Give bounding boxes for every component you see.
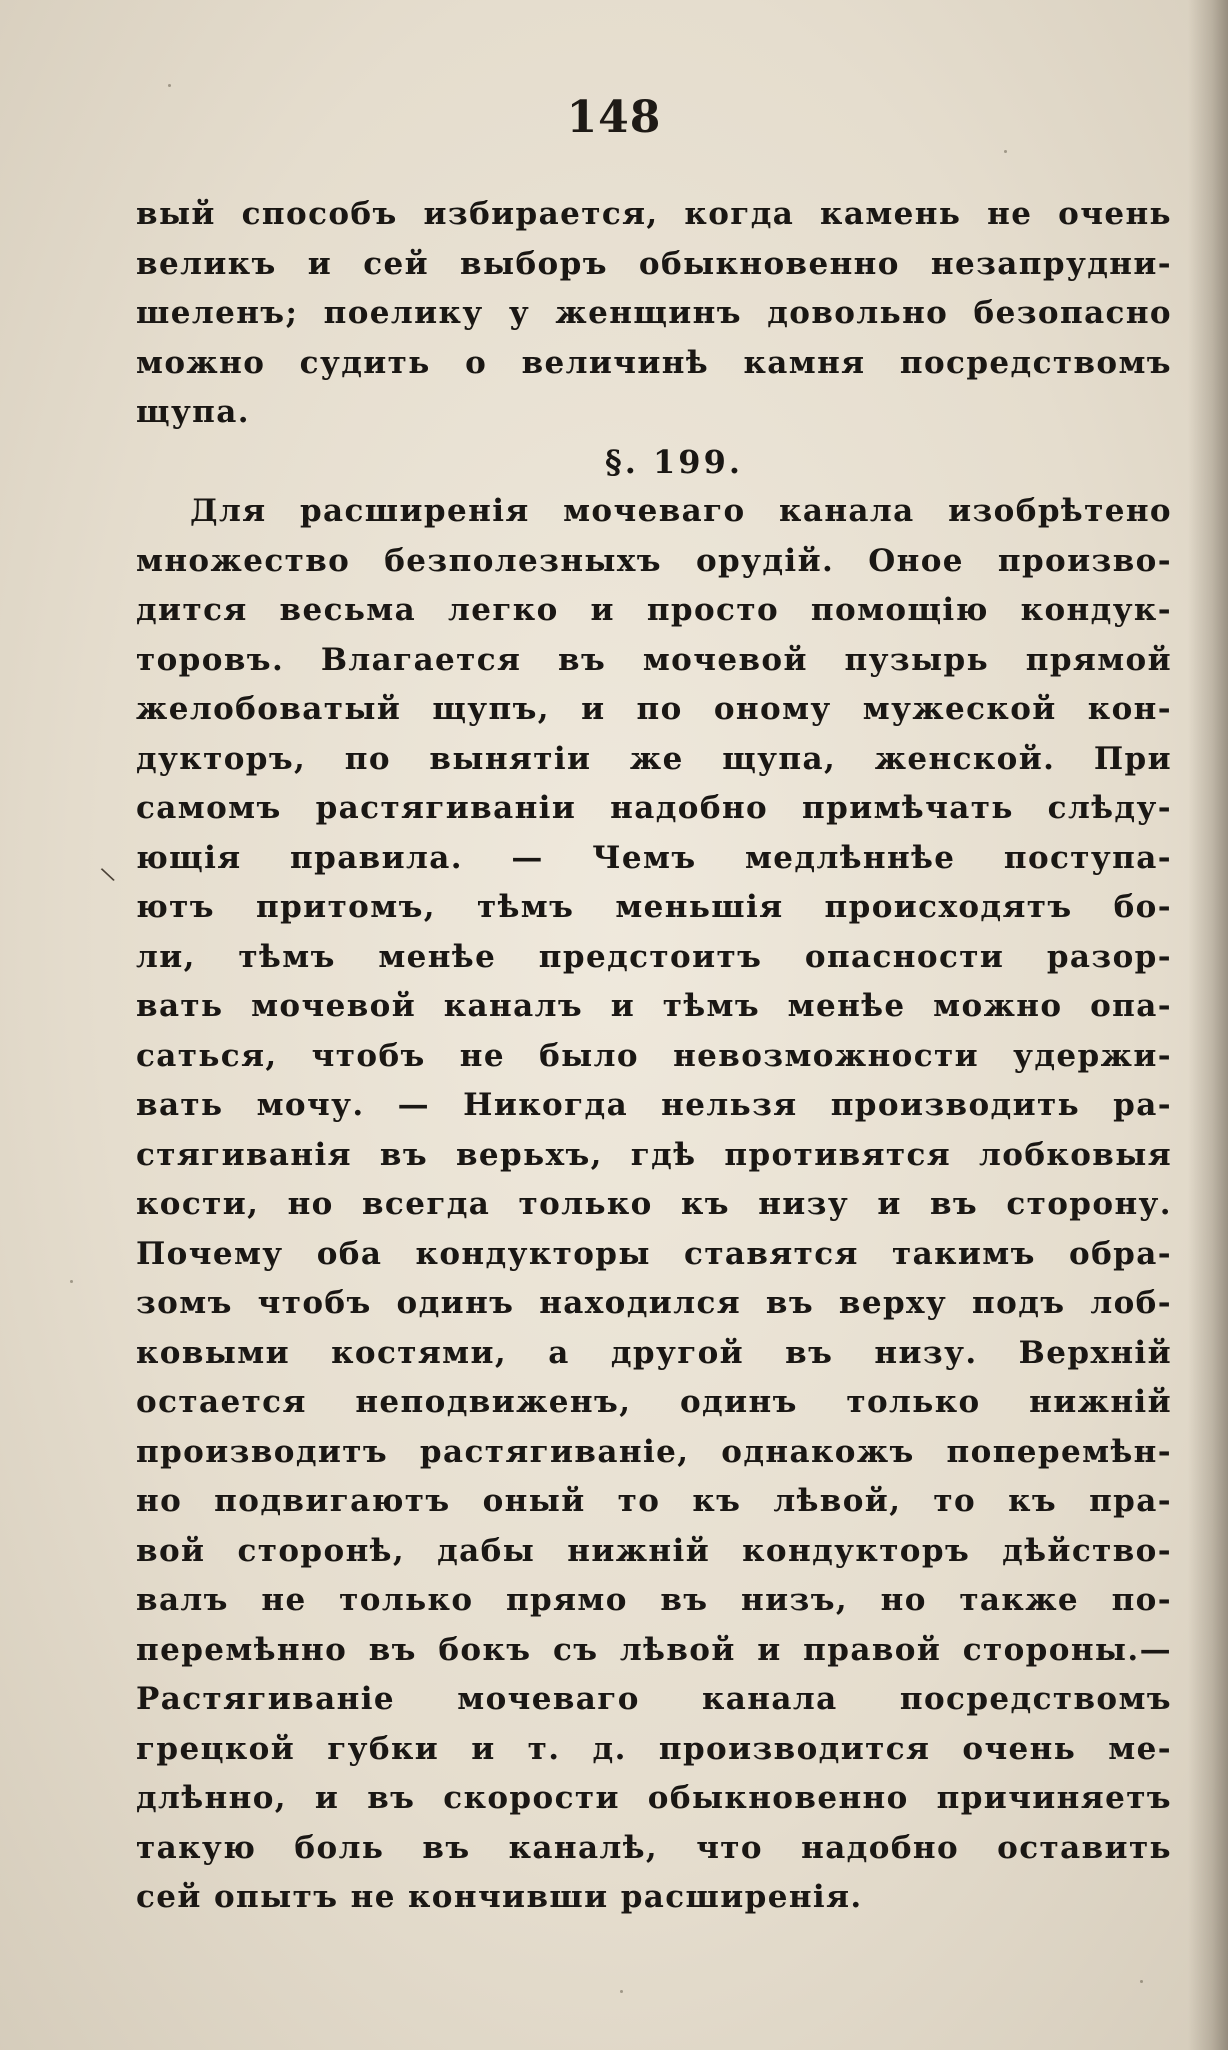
text-line: перемѣнно въ бокъ съ лѣвой и правой стороны.— bbox=[136, 1631, 1172, 1668]
text-line: вать мочевой каналъ и тѣмъ менѣе можно опа- bbox=[136, 988, 1172, 1024]
text-line: вать мочу. — Никогда нельзя производить ра- bbox=[136, 1087, 1172, 1123]
text-line: Для расширенія мочеваго канала изобрѣтено bbox=[190, 493, 1172, 529]
text-line: желобоватый щупъ, и по оному мужеской кон- bbox=[136, 691, 1172, 727]
paper-speck bbox=[168, 84, 171, 87]
text-line: производитъ растягиваніе, однакожъ поперемѣн- bbox=[136, 1433, 1172, 1470]
page-gutter-shadow bbox=[1188, 0, 1228, 2050]
text-line: вой сторонѣ, дабы нижній кондукторъ дѣйство- bbox=[136, 1532, 1172, 1569]
text-line: саться, чтобъ не было невозможности удержи- bbox=[136, 1037, 1172, 1074]
text-line: ковыми костями, а другой въ низу. Верхній bbox=[136, 1334, 1172, 1371]
text-line: остается неподвиженъ, одинъ только нижній bbox=[136, 1384, 1172, 1420]
margin-pencil-mark: \ bbox=[98, 861, 117, 887]
text-line: Растягиваніе мочеваго канала посредствомъ bbox=[136, 1681, 1172, 1717]
text-line: кости, но всегда только къ низу и въ сторону. bbox=[136, 1186, 1172, 1222]
text-line: ли, тѣмъ менѣе предстоитъ опасности разор- bbox=[136, 938, 1172, 975]
text-line: стягиванія въ верьхъ, гдѣ противятся лобковыя bbox=[136, 1136, 1172, 1173]
text-line: самомъ растягиваніи надобно примѣчать слѣду- bbox=[136, 790, 1172, 826]
text-line: щупа. bbox=[136, 394, 250, 430]
text-line: дукторъ, по вынятіи же щупа, женской. При bbox=[136, 740, 1172, 777]
text-line: длѣнно, и въ скорости обыкновенно причиняетъ bbox=[136, 1780, 1172, 1816]
text-line: множество безполезныхъ орудій. Оное произво- bbox=[136, 542, 1172, 579]
text-line: торовъ. Влагается въ мочевой пузырь прямой bbox=[136, 641, 1172, 678]
text-line: валъ не только прямо въ низъ, но также по- bbox=[136, 1582, 1172, 1618]
text-line: ющія правила. — Чемъ медлѣннѣе поступа- bbox=[136, 839, 1172, 876]
text-line: Почему оба кондукторы ставятся такимъ обра- bbox=[136, 1235, 1172, 1272]
paper-speck bbox=[1140, 1980, 1143, 1983]
text-line: сей опытъ не кончивши расширенія. bbox=[136, 1879, 863, 1915]
text-line: такую боль въ каналѣ, что надобно оставить bbox=[136, 1829, 1172, 1866]
page-number: 148 bbox=[566, 92, 662, 143]
text-line: грецкой губки и т. д. производится очень ме- bbox=[136, 1730, 1172, 1767]
section-heading: §. 199. bbox=[605, 442, 743, 481]
paper-speck bbox=[1004, 150, 1007, 153]
page-body-text bbox=[136, 190, 1172, 1923]
text-line: ютъ притомъ, тѣмъ меньшія происходятъ бо- bbox=[136, 889, 1172, 925]
text-line: вый способъ избирается, когда камень не очень bbox=[136, 196, 1172, 232]
paper-speck bbox=[620, 1990, 623, 1993]
text-line: дится весьма легко и просто помощію кондук- bbox=[136, 592, 1172, 628]
text-line: великъ и сей выборъ обыкновенно незапрудни- bbox=[136, 245, 1172, 282]
text-line: зомъ чтобъ одинъ находился въ верху подъ лоб- bbox=[136, 1285, 1172, 1321]
text-line: можно судить о величинѣ камня посредствомъ bbox=[136, 344, 1172, 381]
paper-speck bbox=[70, 1280, 73, 1283]
text-line: но подвигаютъ оный то къ лѣвой, то къ пра- bbox=[136, 1483, 1172, 1519]
text-line: шеленъ; поелику у женщинъ довольно безопасно bbox=[136, 295, 1172, 331]
